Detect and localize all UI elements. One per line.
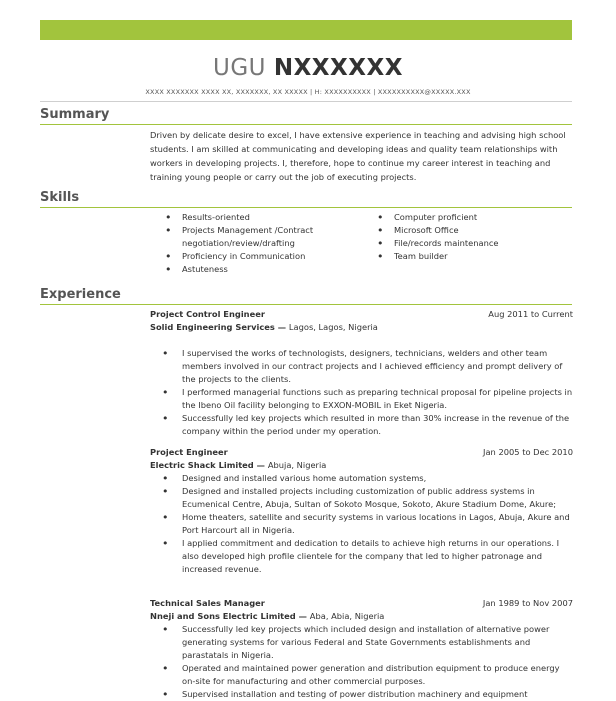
skill-item: • Proficiency in Communication [165, 250, 355, 263]
job-bullets [150, 472, 573, 576]
job-bullets [150, 347, 573, 438]
job-title: Project Control Engineer [150, 309, 265, 319]
job-location: Aba, Abia, Nigeria [309, 611, 385, 621]
header-accent-bar [40, 20, 572, 40]
job-company: Nneji and Sons Electric Limited [150, 611, 296, 621]
job-location: Lagos, Lagos, Nigeria [288, 322, 378, 332]
job-title: Technical Sales Manager [150, 598, 265, 608]
job-bullet: • Designed and installed various home automation systems, [150, 472, 573, 485]
job-bullet: • I performed managerial functions such as preparing technical proposal for pipeline projects in the Ibeno Oil facility belonging to EXXON-MOBIL in Eket Nigeria. [150, 386, 573, 412]
skills-left-list [165, 211, 355, 276]
skill-item: • Computer proficient [377, 211, 567, 224]
job-bullet: • Operated and maintained power generation and distribution equipment to produce energy on-site for manufacturing and other commercial purposes. [150, 662, 573, 688]
job-bullet: • I applied commitment and dedication to details to achieve high returns in our operations. I also developed high profile clientele for the company that led to higher patronage and increased revenue. [150, 537, 573, 576]
job-company: Electric Shack Limited [150, 460, 254, 470]
job-entry: Technical Sales Manager Jan 1989 to Nov 2007 Nneji and Sons Electric Limited — Aba, Abia, Nigeria • Successfully led key projects which included design and installation of alternative power generating systems for various Federal and State Governments establishments and parastatals in Nigeria. • Operated and maintained power generation and distribution equipment to produce energy on-site for manufacturing and other commercial purposes. • Supervised installation and testing of power distribution machinery and equipment [150, 597, 573, 701]
job-bullet: • Supervised installation and testing of power distribution machinery and equipment [150, 688, 573, 701]
skill-item: • Team builder [377, 250, 567, 263]
job-location: Abuja, Nigeria [267, 460, 327, 470]
job-bullet: • Successfully led key projects which included design and installation of alternative power generating systems for various Federal and State Governments establishments and parastatals in Nigeria. [150, 623, 573, 662]
skill-item: • Projects Management /Contract negotiation/review/drafting [165, 224, 355, 250]
job-bullet: • I supervised the works of technologists, designers, technicians, welders and other team members involved in our contract projects and I achieved efficiency and prompt delivery of the projects to the clients. [150, 347, 573, 386]
job-bullets [150, 623, 573, 701]
job-bullet: • Successfully led key projects which resulted in more than 30% increase in the revenue of the company within the period under my operation. [150, 412, 573, 438]
summary-rule [40, 124, 572, 125]
first-name: UGU [213, 55, 267, 81]
job-dates: Aug 2011 to Current [488, 309, 573, 319]
job-entry: Project Engineer Jan 2005 to Dec 2010 Electric Shack Limited — Abuja, Nigeria • Designed and installed various home automation systems, • Designed and installed projects including customization of public address systems in Ecumenical Centre, Abuja, Sultan of Sokoto Mosque, Sokoto, Akure Stadium Dome, Akure; • Home theaters, satellite and security systems in various locations in Lagos, Abuja, Akure and Port Harcourt all in Nigeria. • I applied commitment and dedication to details to achieve high returns in our operations. I also developed high profile clientele for the company that led to higher patronage and increased revenue. [150, 446, 573, 576]
last-name: NXXXXXX [273, 55, 403, 81]
job-bullet: • Designed and installed projects including customization of public address systems in Ecumenical Centre, Abuja, Sultan of Sokoto Mosque, Sokoto, Akure Stadium Dome, Akure; [150, 485, 573, 511]
skills-rule [40, 207, 572, 208]
skill-item: • Results-oriented [165, 211, 355, 224]
header-divider [40, 101, 572, 102]
skill-item: • Astuteness [165, 263, 355, 276]
experience-heading: Experience [40, 287, 121, 302]
job-dates: Jan 2005 to Dec 2010 [483, 447, 573, 457]
skills-right-list [377, 211, 567, 263]
summary-heading: Summary [40, 107, 110, 122]
contact-info: XXXX XXXXXXX XXXX XX, XXXXXXX, XX XXXXX | H: XXXXXXXXXX | XXXXXXXXXX@XXXXX.XXX [145, 88, 471, 96]
experience-rule [40, 304, 572, 305]
job-bullet: • Home theaters, satellite and security systems in various locations in Lagos, Abuja, Akure and Port Harcourt all in Nigeria. [150, 511, 573, 537]
job-dates: Jan 1989 to Nov 2007 [482, 598, 573, 608]
skills-heading: Skills [40, 190, 80, 205]
job-title: Project Engineer [150, 447, 228, 457]
job-entry: Project Control Engineer Aug 2011 to Current Solid Engineering Services — Lagos, Lagos, Nigeria • I supervised the works of technologists, designers, technicians, welders and other team members involved in our contract projects and I achieved efficiency and prompt delivery of the projects to the clients. • I performed managerial functions such as preparing technical proposal for pipeline projects in the Ibeno Oil facility belonging to EXXON-MOBIL in Eket Nigeria. • Successfully led key projects which resulted in more than 30% increase in the revenue of the company within the period under my operation. [150, 308, 573, 438]
candidate-name [0, 54, 616, 82]
job-company: Solid Engineering Services [150, 322, 275, 332]
summary-text: Driven by delicate desire to excel, I have extensive experience in teaching and advising high school students. I am skilled at communicating and developing ideas and quality team relationships with workers in developing projects. I, therefore, hope to continue my career interest in teaching and training young people or carry out the job of executing projects. [150, 130, 566, 182]
skill-item: • Microsoft Office [377, 224, 567, 237]
skill-item: • File/records maintenance [377, 237, 567, 250]
